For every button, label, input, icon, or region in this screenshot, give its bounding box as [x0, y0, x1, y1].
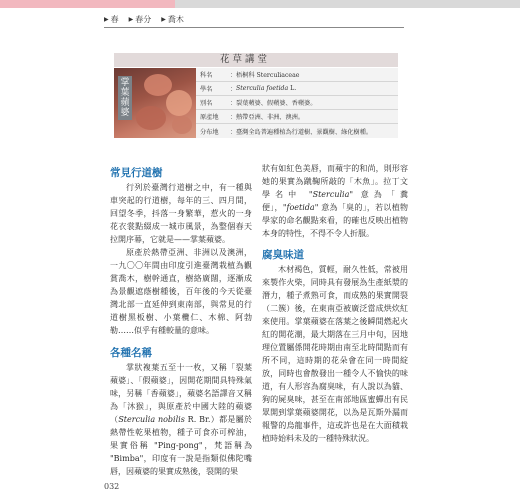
photo-species-label: 掌葉蘋婆 [118, 76, 132, 120]
breadcrumb-item: ▶ 春 [104, 14, 119, 24]
triangle-icon: ▶ [128, 15, 134, 23]
info-row-scientific-name: 學名 ： Sterculia foetida L. [196, 82, 398, 96]
section-body-names-continued: 狀有如紅色美唇，而蘋宇的和尚，則形容她的果實為蹴鞠所敲的「木魚」。拉丁文學名中 "Sterculia" 意為「糞便」，"foetida" 意為「臭的」，若以植物學家的命名觀點來看，的確也反映出植物本身的特性，不得不令人折服。 [262, 164, 408, 238]
info-row-distribution: 分布地 ： 臺灣全島普遍種植為行道樹、景觀樹、綠化樹種。 [200, 128, 373, 136]
section-body-street-tree: 行列於臺灣行道樹之中，有一種與車突起的行道樹，每年的三、四月間，回望冬季，抖落一身繁華，惹火的一身花衣裳點綴成一城市風景，為整個春天拉開序幕，它就是——掌葉蘋婆。 原產於熱帶亞洲、非洲以及澳洲，一九〇〇年間由印度引進臺灣栽植為觀賞喬木，樹幹通直，樹絡廣闊，逐漸成為景觀遮蔭樹種後，百年後的今天從臺灣北部一直延伸到東南部，與常見的行道樹黑板樹、小葉欖仁、木棉、阿勃勒……似乎有種較量的意味。 [110, 183, 252, 335]
triangle-icon: ▶ [104, 15, 109, 23]
breadcrumb-item: ▶ 春分 [128, 14, 152, 24]
info-row-alias: 別名 ： 裂葉蘋婆、假蘋婆、香蘋婆。 [196, 96, 398, 110]
page-header-title: 花草講堂 [219, 54, 270, 65]
section-body-names: 掌狀複葉五至十一枚，又稱「裂葉蘋婆」、「假蘋婆」，因開花期間具特殊氣味，另稱「香蘋婆」，蘋婆名語譯音又稱為「沐猴」，與原產於中國大陸的蘋婆（Sterculia nobilis R. Br.）都是屬於熱帶性乾果植物，種子可食亦可榨油，果實俗稱 "Ping-pong"，梵語稱為 "Bimba"，印度有一說是指類似佛陀嘴唇，因蘋婆的果實成熟後，裂開的果 [110, 363, 252, 476]
info-row-origin: 原產地 ： 熱帶亞洲、非洲、澳洲。 [196, 110, 398, 124]
top-color-bar [0, 0, 520, 8]
section-heading-street-tree: 常見行道樹 [110, 167, 163, 179]
breadcrumb-divider [104, 27, 404, 28]
page-number: 032 [104, 482, 120, 491]
section-heading-smell: 腐臭味道 [262, 249, 304, 261]
triangle-icon: ▶ [161, 15, 166, 23]
top-bar-grey [175, 0, 520, 8]
breadcrumb [104, 12, 184, 26]
section-body-smell: 木材褐色，質輕，耐久性低，常被用來製作火柴，同時具有發展為生產紙漿的潛力，種子煮熟可食，而成熟的果實開裂（二簇）後，在東南亞被廣泛當成烘炊紅來使用。掌葉蘋婆在落葉之後瞬間燃起火紅的開花潮，最大期落在三月中旬，因地理位置屬係開花時期由南至北時間點而有所不同，這時期的花朵會在同一時間綻放，同時也會散發出一種令人不愉快的味道，有人形容為腐臭味，有人說以為貓、狗的屍臭味，甚至在南部地區蜜蟬出有民眾開到掌葉蘋婆開花，以為是瓦斯外漏而報警的烏龍事件，這或許也是在大面積栽植時始料未及的一種特殊狀況。 [262, 265, 408, 443]
info-row-family: 科名 ： 梧桐科 Sterculiaceae [196, 68, 398, 82]
section-heading-names: 各種名稱 [110, 347, 152, 359]
breadcrumb-item: ▶ 喬木 [161, 14, 184, 24]
top-bar-pink [0, 0, 175, 8]
